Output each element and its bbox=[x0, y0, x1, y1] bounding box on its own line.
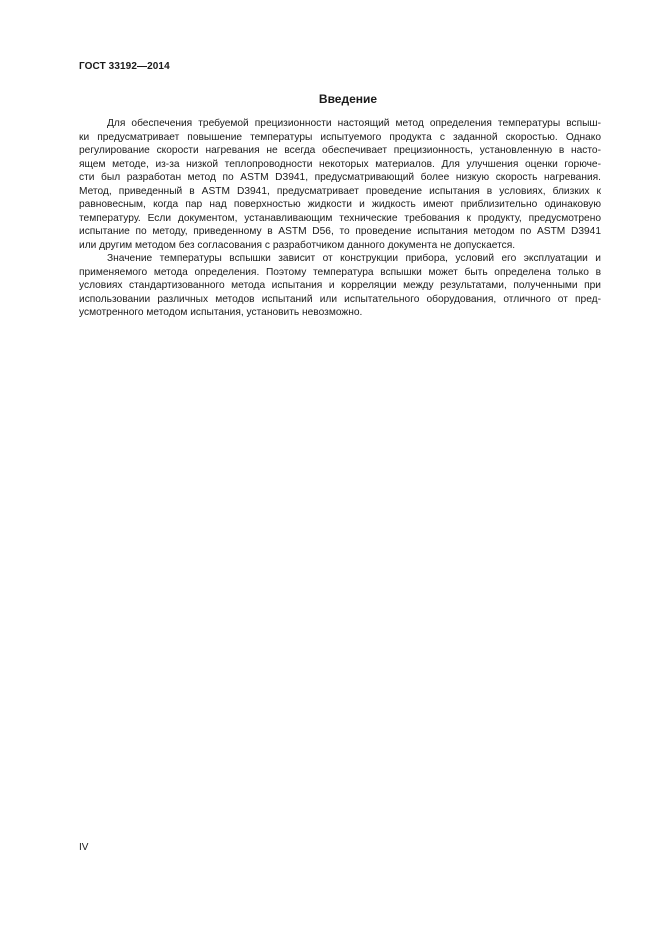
section-title: Введение bbox=[318, 92, 378, 106]
text-line: Значение температуры вспышки зависит от конструкции прибора, условий его эксплуатации и bbox=[107, 253, 601, 264]
page-number: IV bbox=[79, 842, 89, 853]
text-line: усмотренного методом испытания, установить невозможно. bbox=[79, 307, 363, 318]
text-line: Для обеспечения требуемой прецизионности настоящий метод определения температуры вспыш- bbox=[107, 118, 601, 129]
text-line: Метод, приведенный в ASTM D3941, предусматривает проведение испытания в условиях, близких к bbox=[79, 185, 601, 197]
paragraph-2 bbox=[79, 252, 601, 320]
body-text bbox=[79, 117, 601, 320]
text-line: сти был разработан метод по ASTM D3941, предусматривающий более низкую скорость нагревания. bbox=[79, 172, 601, 183]
text-line: использовании различных методов испытаний или испытательного оборудования, отличного от пред- bbox=[79, 293, 601, 305]
text-line: ки предусматривает повышение температуры испытуемого продукта с заданной скоростью. Однако bbox=[79, 131, 601, 143]
text-line: или другим методом без согласования с разработчиком данного документа не допускается. bbox=[79, 239, 516, 251]
paragraph-1 bbox=[79, 117, 601, 252]
text-line: регулирование скорости нагревания не всегда обеспечивает прецизионность, установленную в насто- bbox=[79, 145, 601, 156]
text-line: условиях стандартизованного метода испытания и корреляции между результатами, полученными при bbox=[79, 280, 601, 291]
text-line: ящем методе, из-за низкой теплопроводности некоторых материалов. Для улучшения оценки горюче- bbox=[79, 158, 601, 170]
text-line: температуру. Если документом, устанавливающим технические требования к продукту, предусмотрено bbox=[79, 212, 601, 224]
text-line: равновесным, когда пар над поверхностью жидкости и жидкость имеют приблизительно одинаковую bbox=[79, 199, 601, 210]
text-line: применяемого метода определения. Поэтому температура вспышки может быть определена только в bbox=[79, 266, 601, 278]
document-header: ГОСТ 33192—2014 bbox=[79, 61, 170, 72]
text-line: испытание по методу, приведенному в ASTM D56, то проведение испытания методом по ASTM D3941 bbox=[79, 226, 601, 237]
